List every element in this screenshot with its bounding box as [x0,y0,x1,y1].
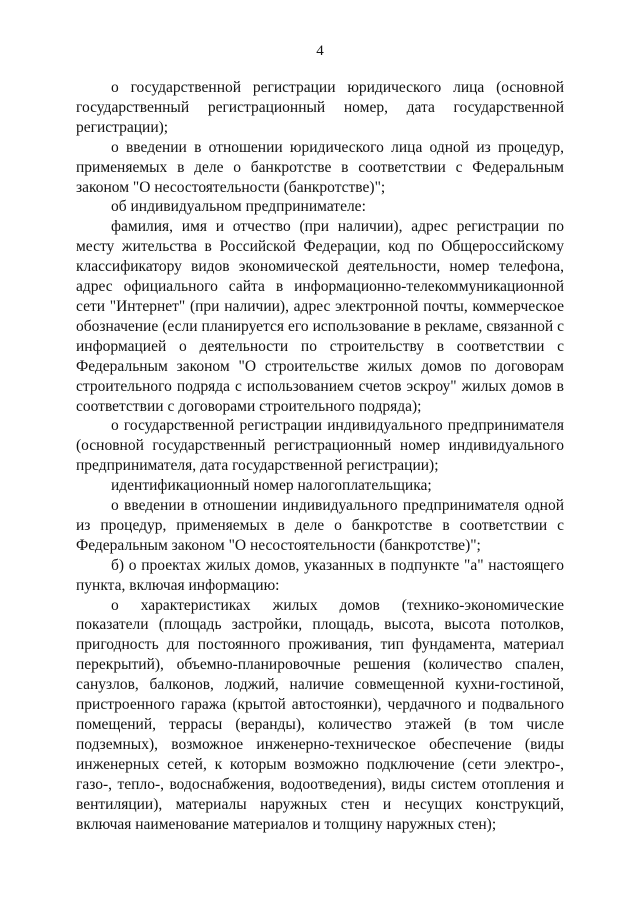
paragraph-legal-entity-registration: о государственной регистрации юридического лица (основной государственный регистрационный номер, дата государственной регистрации); [76,79,564,136]
paragraph-house-characteristics: о характеристиках жилых домов (технико-экономические показатели (площадь застройки, площадь, высота, высота потолков, пригодность для постоянного проживания, тип фундамента, материал перекрытий), объемно-планировочные решения (количество спален, санузлов, балконов, лоджий, наличие совмещенной кухни-гостиной, пристроенного гаража (крытой автостоянки), чердачного и подвального помещений, террасы (веранды), количество этажей (в том числе подземных), возможное инженерно-техническое обеспечение (виды инженерных сетей, к которым возможно подключение (сети электро-, газо-, тепло-, водоснабжения, водоотведения), виды систем отопления и вентиляции), материалы наружных стен и несущих конструкций, включая наименование материалов и толщину наружных стен); [76,596,564,833]
paragraph-entrepreneur-bankruptcy: о введении в отношении индивидуального предпринимателя одной из процедур, применяемых в деле о банкротстве в соответствии с Федеральным законом "О несостоятельности (банкротстве)"; [76,497,564,554]
paragraph-taxpayer-id: идентификационный номер налогоплательщика; [111,477,432,495]
paragraph-individual-entrepreneur-heading: об индивидуальном предпринимателе: [111,198,366,216]
paragraph-subitem-b: б) о проектах жилых домов, указанных в подпункте "а" настоящего пункта, включая информацию: [76,556,564,594]
page-number: 4 [316,43,324,59]
document-body [76,78,564,834]
paragraph-legal-entity-bankruptcy: о введении в отношении юридического лица одной из процедур, применяемых в деле о банкротстве в соответствии с Федеральным законом "О несостоятельности (банкротстве)"; [76,138,564,196]
paragraph-entrepreneur-details: фамилия, имя и отчество (при наличии), адрес регистрации по месту жительства в Российской Федерации, код по Общероссийскому классификатору видов экономической деятельности, номер телефона, адрес официального сайта в информационно-телекоммуникационной сети "Интернет" (при наличии), адрес электронной почты, коммерческое обозначение (если планируется его использование в рекламе, связанной с информацией о деятельности по строительству в соответствии с Федеральным законом "О строительстве жилых домов по договорам строительного подряда с использованием счетов эскроу" жилых домов в соответствии с договорами строительного подряда); [76,218,564,415]
paragraph-entrepreneur-registration: о государственной регистрации индивидуального предпринимателя (основной государственный регистрационный номер индивидуального предпринимателя, дата государственной регистрации); [76,417,564,475]
